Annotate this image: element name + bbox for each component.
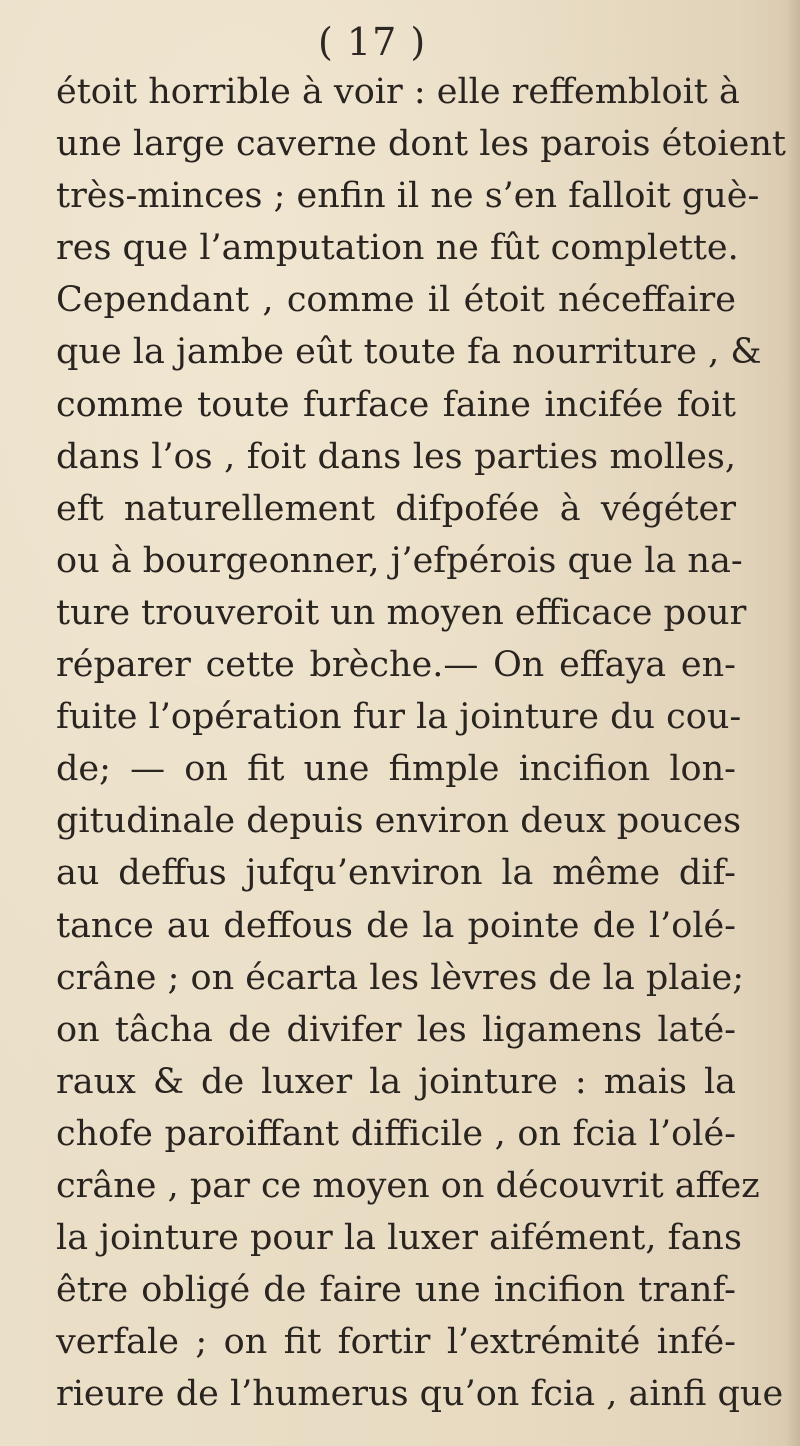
text-line: une large caverne dont les parois étoient — [56, 124, 786, 165]
body-text — [56, 66, 786, 1420]
text-line: que la jambe eût toute fa nourriture , & — [56, 332, 762, 373]
text-line: crâne ; on écarta les lèvres de la plaie; — [56, 957, 745, 998]
text-line: comme toute furface faine incifée foit — [56, 384, 736, 425]
text-line: étoit horrible à voir : elle reffembloit à — [56, 72, 740, 112]
text-line: ture trouveroit un moyen efficace pour — [56, 592, 747, 633]
text-line: chofe paroiffant difficile , on fcia l’olé- — [56, 1113, 736, 1154]
text-line: gitudinale depuis environ deux pouces — [56, 801, 742, 842]
text-line: être obligé de faire une incifion tranf- — [56, 1270, 736, 1311]
text-line: fuite l’opération fur la jointure du cou- — [56, 697, 742, 738]
text-line: verfale ; on fit fortir l’extrémité infé- — [56, 1322, 736, 1363]
text-line: au deffus jufqu’environ la même dif- — [56, 853, 736, 894]
page-edge-shadow — [786, 0, 800, 1446]
text-line: crâne , par ce moyen on découvrit affez — [56, 1165, 760, 1206]
text-line: res que l’amputation ne fût complette. — [56, 228, 739, 269]
text-line: tance au deffous de la pointe de l’olé- — [56, 905, 736, 946]
text-line: très-minces ; enfin il ne s’en falloit guè- — [56, 176, 760, 217]
text-line: dans l’os , foit dans les parties molles, — [56, 436, 736, 477]
text-line: ou à bourgeonner, j’efpérois que la na- — [56, 540, 743, 581]
text-line: de; — on fit une fimple incifion lon- — [56, 749, 736, 790]
text-line: la jointure pour la luxer aifément, fans — [56, 1218, 742, 1259]
page-number: ( 17 ) — [318, 20, 427, 64]
text-line: Cependant , comme il étoit néceffaire — [56, 280, 736, 321]
text-line: on tâcha de divifer les ligamens laté- — [56, 1009, 736, 1050]
text-line: eft naturellement difpofée à végéter — [56, 488, 736, 529]
text-line: rieure de l’humerus qu’on fcia , ainfi que — [56, 1374, 784, 1415]
text-line: raux & de luxer la jointure : mais la — [56, 1061, 736, 1102]
text-line: réparer cette brèche.— On effaya en- — [56, 645, 736, 686]
